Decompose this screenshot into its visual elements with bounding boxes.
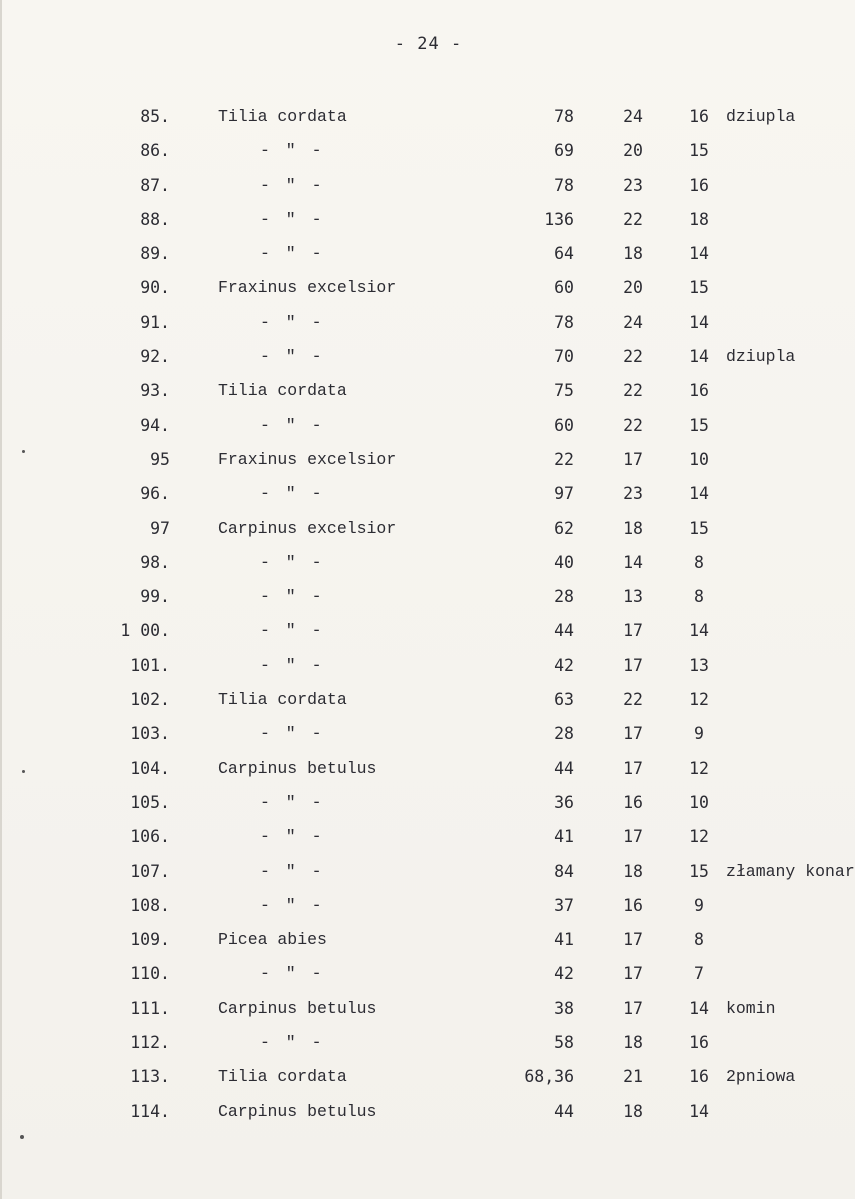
third-value: 14 — [689, 244, 709, 264]
species-name: - " - — [260, 415, 325, 435]
height-value: 17 — [623, 655, 643, 675]
tree-number: 110. — [130, 964, 170, 984]
species-name: Tilia cordata — [218, 381, 347, 401]
scan-speck — [22, 770, 25, 773]
third-value: 12 — [689, 827, 709, 847]
species-name: - " - — [260, 312, 325, 332]
species-name: - " - — [260, 1033, 325, 1053]
table-row — [2, 786, 855, 820]
third-value: 15 — [689, 415, 709, 435]
tree-number: 111. — [130, 998, 170, 1018]
tree-number: 87. — [140, 175, 170, 195]
table-row — [2, 580, 855, 614]
diameter-value: 28 — [554, 724, 574, 744]
height-value: 24 — [623, 107, 643, 126]
tree-number: 114. — [130, 1101, 170, 1121]
species-name: - " - — [260, 895, 325, 915]
tree-number: 93. — [140, 381, 170, 401]
scan-speck — [20, 1135, 24, 1139]
species-name: - " - — [260, 244, 325, 264]
diameter-value: 37 — [554, 895, 574, 915]
species-name: - " - — [260, 552, 325, 572]
third-value: 15 — [689, 278, 709, 298]
table-row — [2, 374, 855, 408]
height-value: 18 — [623, 1033, 643, 1053]
species-name: - " - — [260, 655, 325, 675]
diameter-value: 78 — [554, 107, 574, 126]
tree-number: 95 — [150, 449, 170, 469]
table-row — [2, 717, 855, 751]
page-number: - 24 - — [394, 34, 463, 54]
tree-number: 86. — [140, 141, 170, 161]
species-name: - " - — [260, 792, 325, 812]
diameter-value: 44 — [554, 621, 574, 641]
tree-number: 91. — [140, 312, 170, 332]
tree-number: 97 — [150, 518, 170, 538]
species-name: Fraxinus excelsior — [218, 278, 397, 298]
tree-number: 99. — [140, 587, 170, 607]
species-name: - " - — [260, 141, 325, 161]
diameter-value: 40 — [554, 552, 574, 572]
tree-number: 90. — [140, 278, 170, 298]
diameter-value: 84 — [554, 861, 574, 881]
third-value: 13 — [689, 655, 709, 675]
third-value: 9 — [694, 724, 704, 744]
table-row — [2, 752, 855, 786]
species-name: Tilia cordata — [218, 1067, 347, 1087]
tree-number: 108. — [130, 895, 170, 915]
height-value: 20 — [623, 278, 643, 298]
height-value: 22 — [623, 415, 643, 435]
species-name: - " - — [260, 484, 325, 504]
diameter-value: 44 — [554, 758, 574, 778]
height-value: 18 — [623, 518, 643, 538]
remark-text: komin — [726, 998, 776, 1018]
table-row — [2, 855, 855, 889]
diameter-value: 78 — [554, 175, 574, 195]
height-value: 17 — [623, 449, 643, 469]
third-value: 16 — [689, 1067, 709, 1087]
diameter-value: 63 — [554, 690, 574, 710]
diameter-value: 58 — [554, 1033, 574, 1053]
species-name: Fraxinus excelsior — [218, 449, 397, 469]
third-value: 18 — [689, 209, 709, 229]
table-row — [2, 443, 855, 477]
height-value: 22 — [623, 690, 643, 710]
height-value: 18 — [623, 1101, 643, 1121]
height-value: 22 — [623, 381, 643, 401]
third-value: 8 — [694, 552, 704, 572]
species-name: - " - — [260, 209, 325, 229]
diameter-value: 60 — [554, 415, 574, 435]
table-row — [2, 409, 855, 443]
height-value: 17 — [623, 621, 643, 641]
species-name: - " - — [260, 347, 325, 367]
species-name: Carpinus betulus — [218, 758, 377, 778]
third-value: 16 — [689, 381, 709, 401]
third-value: 16 — [689, 1033, 709, 1053]
table-row — [2, 889, 855, 923]
tree-number: 103. — [130, 724, 170, 744]
third-value: 10 — [689, 792, 709, 812]
third-value: 15 — [689, 518, 709, 538]
diameter-value: 70 — [554, 347, 574, 367]
third-value: 14 — [689, 998, 709, 1018]
diameter-value: 69 — [554, 141, 574, 161]
species-name: Tilia cordata — [218, 107, 347, 126]
third-value: 8 — [694, 930, 704, 950]
third-value: 8 — [694, 587, 704, 607]
third-value: 14 — [689, 1101, 709, 1121]
species-name: - " - — [260, 587, 325, 607]
tree-number: 101. — [130, 655, 170, 675]
tree-number: 105. — [130, 792, 170, 812]
height-value: 16 — [623, 895, 643, 915]
table-row — [2, 957, 855, 991]
height-value: 17 — [623, 724, 643, 744]
diameter-value: 64 — [554, 244, 574, 264]
diameter-value: 38 — [554, 998, 574, 1018]
diameter-value: 136 — [544, 209, 574, 229]
table-row — [2, 237, 855, 271]
table-row — [2, 1026, 855, 1060]
tree-number: 1 00. — [120, 621, 170, 641]
table-row — [2, 992, 855, 1026]
diameter-value: 44 — [554, 1101, 574, 1121]
remark-text: złamany konar — [726, 861, 855, 881]
third-value: 16 — [689, 175, 709, 195]
species-name: - " - — [260, 827, 325, 847]
diameter-value: 60 — [554, 278, 574, 298]
height-value: 22 — [623, 347, 643, 367]
height-value: 22 — [623, 209, 643, 229]
third-value: 16 — [689, 107, 709, 126]
third-value: 15 — [689, 861, 709, 881]
tree-number: 92. — [140, 347, 170, 367]
third-value: 12 — [689, 690, 709, 710]
table-row — [2, 820, 855, 854]
species-name: - " - — [260, 175, 325, 195]
species-name: Carpinus excelsior — [218, 518, 397, 538]
tree-number: 107. — [130, 861, 170, 881]
species-name: - " - — [260, 621, 325, 641]
third-value: 14 — [689, 484, 709, 504]
diameter-value: 78 — [554, 312, 574, 332]
tree-number: 96. — [140, 484, 170, 504]
third-value: 15 — [689, 141, 709, 161]
table-row — [2, 100, 855, 134]
table-row — [2, 1060, 855, 1094]
height-value: 13 — [623, 587, 643, 607]
table-row — [2, 683, 855, 717]
tree-number: 113. — [130, 1067, 170, 1087]
table-row — [2, 923, 855, 957]
species-name: Carpinus betulus — [218, 998, 377, 1018]
diameter-value: 22 — [554, 449, 574, 469]
diameter-value: 42 — [554, 964, 574, 984]
table-row — [2, 614, 855, 648]
remark-text: 2pniowa — [726, 1067, 796, 1087]
species-name: Tilia cordata — [218, 690, 347, 710]
tree-number: 102. — [130, 690, 170, 710]
height-value: 23 — [623, 484, 643, 504]
diameter-value: 41 — [554, 827, 574, 847]
tree-number: 94. — [140, 415, 170, 435]
height-value: 16 — [623, 792, 643, 812]
diameter-value: 36 — [554, 792, 574, 812]
diameter-value: 62 — [554, 518, 574, 538]
diameter-value: 42 — [554, 655, 574, 675]
diameter-value: 28 — [554, 587, 574, 607]
height-value: 17 — [623, 827, 643, 847]
height-value: 17 — [623, 930, 643, 950]
table-row — [2, 1095, 855, 1129]
scan-speck — [22, 450, 25, 453]
third-value: 14 — [689, 347, 709, 367]
third-value: 7 — [694, 964, 704, 984]
diameter-value: 68,36 — [524, 1067, 574, 1087]
third-value: 14 — [689, 312, 709, 332]
height-value: 17 — [623, 998, 643, 1018]
tree-number: 88. — [140, 209, 170, 229]
table-row — [2, 649, 855, 683]
table-row — [2, 306, 855, 340]
tree-inventory-list — [2, 100, 855, 1129]
height-value: 14 — [623, 552, 643, 572]
height-value: 18 — [623, 244, 643, 264]
species-name: Carpinus betulus — [218, 1101, 377, 1121]
table-row — [2, 203, 855, 237]
tree-number: 109. — [130, 930, 170, 950]
third-value: 12 — [689, 758, 709, 778]
height-value: 21 — [623, 1067, 643, 1087]
species-name: Picea abies — [218, 930, 327, 950]
diameter-value: 41 — [554, 930, 574, 950]
third-value: 9 — [694, 895, 704, 915]
tree-number: 112. — [130, 1033, 170, 1053]
diameter-value: 75 — [554, 381, 574, 401]
height-value: 23 — [623, 175, 643, 195]
third-value: 10 — [689, 449, 709, 469]
height-value: 17 — [623, 758, 643, 778]
tree-number: 98. — [140, 552, 170, 572]
table-row — [2, 169, 855, 203]
table-row — [2, 134, 855, 168]
table-row — [2, 512, 855, 546]
remark-text: dziupla — [726, 107, 796, 126]
table-row — [2, 271, 855, 305]
species-name: - " - — [260, 724, 325, 744]
diameter-value: 97 — [554, 484, 574, 504]
third-value: 14 — [689, 621, 709, 641]
species-name: - " - — [260, 861, 325, 881]
table-row — [2, 477, 855, 511]
height-value: 24 — [623, 312, 643, 332]
height-value: 18 — [623, 861, 643, 881]
species-name: - " - — [260, 964, 325, 984]
height-value: 17 — [623, 964, 643, 984]
tree-number: 106. — [130, 827, 170, 847]
tree-number: 104. — [130, 758, 170, 778]
remark-text: dziupla — [726, 347, 796, 367]
height-value: 20 — [623, 141, 643, 161]
table-row — [2, 340, 855, 374]
tree-number: 85. — [140, 107, 170, 126]
table-row — [2, 546, 855, 580]
tree-number: 89. — [140, 244, 170, 264]
